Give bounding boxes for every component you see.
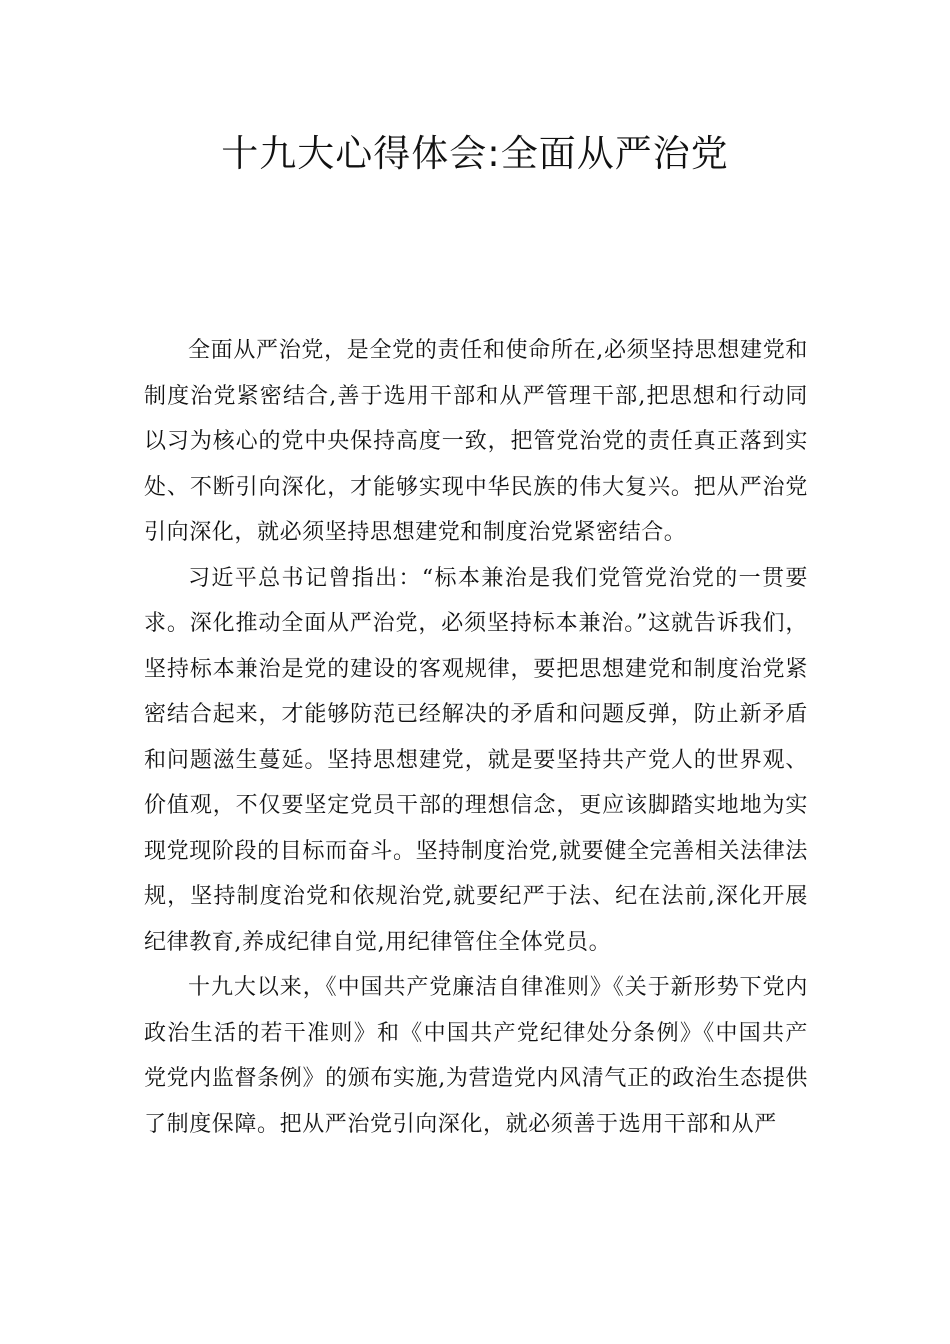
document-body — [144, 328, 808, 1147]
paragraph-3: 十九大以来，《中国共产党廉洁自律准则》《关于新形势下党内政治生活的若干准则》和《中国共产党纪律处分条例》《中国共产党党内监督条例》的颁布实施,为营造党内风清气正的政治生态提供了制度保障。把从严治党引向深化，就必须善于选用干部和从严 — [144, 975, 808, 1137]
page-title: 十九大心得体会:全面从严治党 — [221, 132, 729, 175]
paragraph-2: 习近平总书记曾指出：“标本兼治是我们党管党治党的一贯要求。深化推动全面从严治党，必须坚持标本兼治。”这就告诉我们，坚持标本兼治是党的建设的客观规律，要把思想建党和制度治党紧密结合起来，才能够防范已经解决的矛盾和问题反弹，防止新矛盾和问题滋生蔓延。坚持思想建党，就是要坚持共产党人的世界观、价值观，不仅要坚定党员干部的理想信念，更应该脚踏实地地为实现党现阶段的目标而奋斗。坚持制度治党,就要健全完善相关法律法规，坚持制度治党和依规治党,就要纪严于法、纪在法前,深化开展纪律教育,养成纪律自觉,用纪律管住全体党员。 — [144, 565, 808, 955]
paragraph-1: 全面从严治党，是全党的责任和使命所在,必须坚持思想建党和制度治党紧密结合,善于选用干部和从严管理干部,把思想和行动同以习为核心的党中央保持高度一致，把管党治党的责任真正落到实处、不断引向深化，才能够实现中华民族的伟大复兴。把从严治党引向深化，就必须坚持思想建党和制度治党紧密结合。 — [144, 338, 808, 545]
